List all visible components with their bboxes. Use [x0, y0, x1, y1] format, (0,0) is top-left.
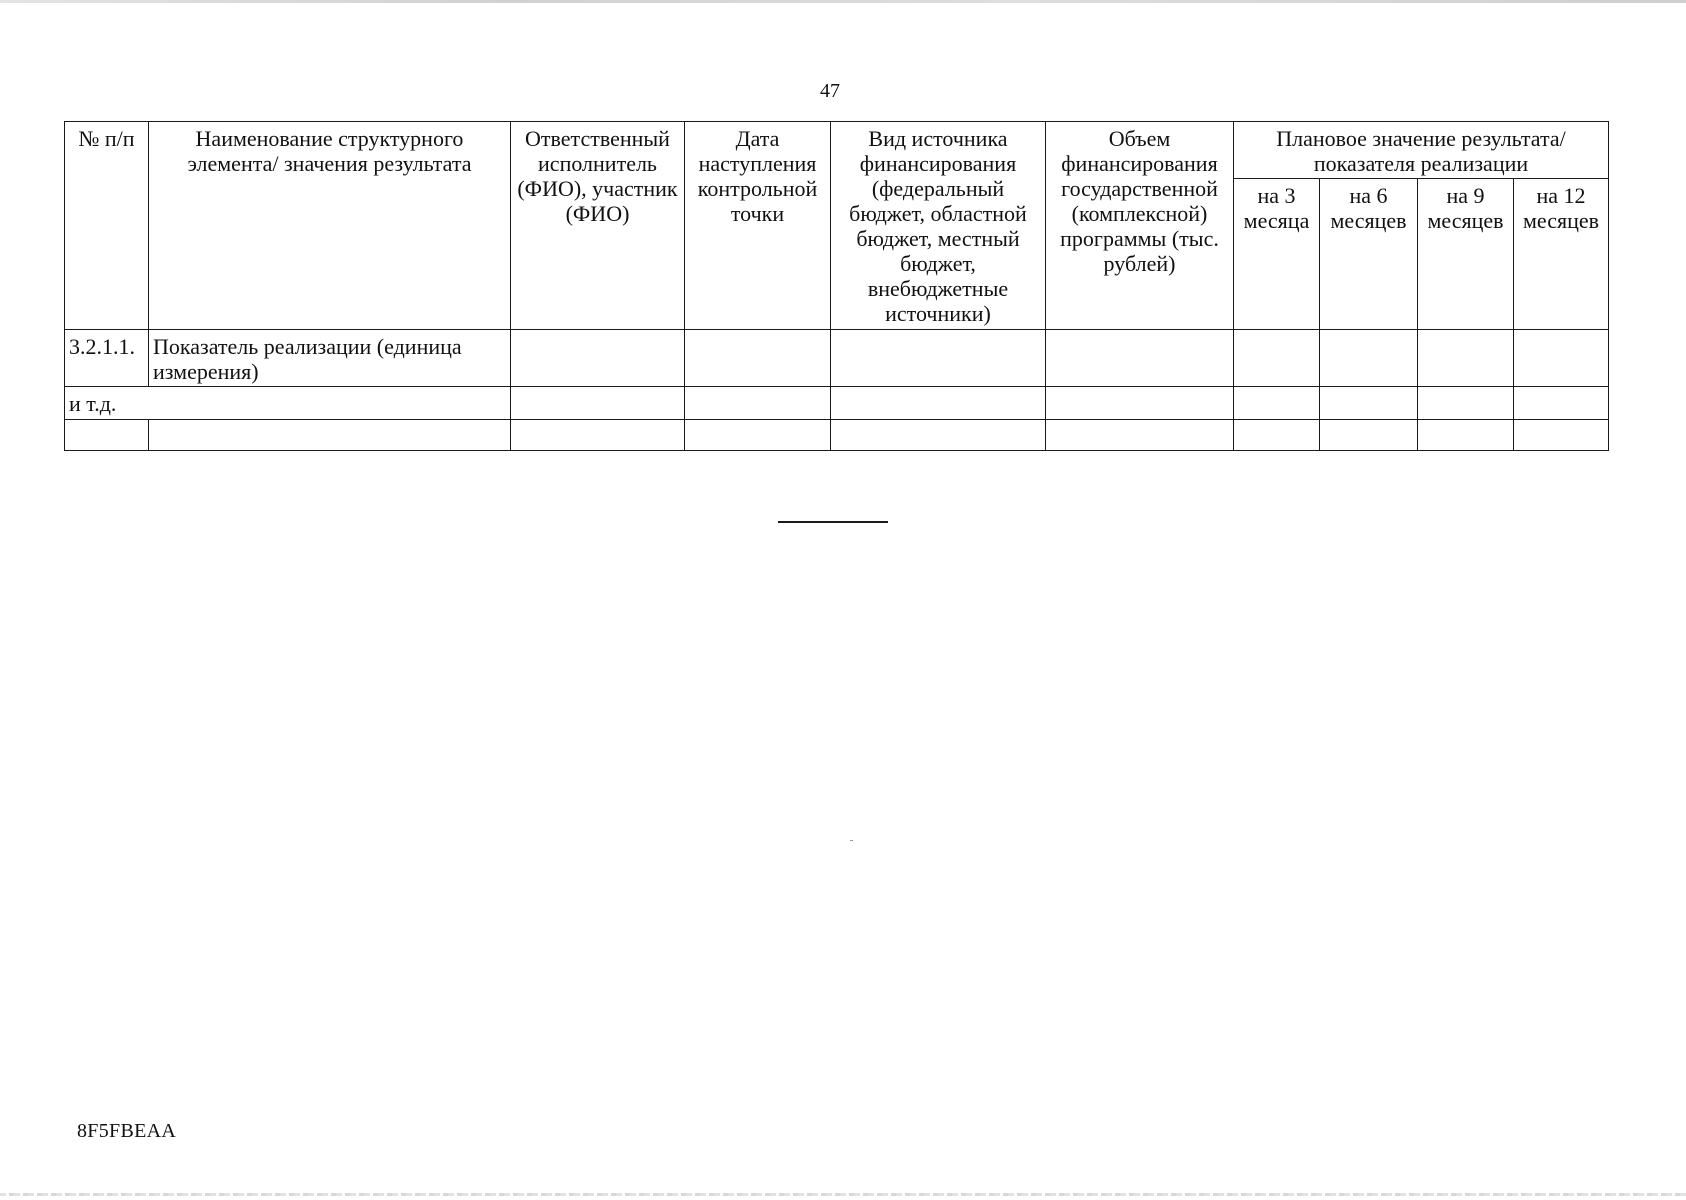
header-responsible: Ответственный исполнитель (ФИО), участник (ФИО): [511, 122, 685, 330]
page-number: 47: [820, 80, 840, 102]
etc-label: и т.д.: [65, 387, 511, 420]
empty-cell: [511, 420, 685, 451]
header-name: Наименование структурного элемента/ значения результата: [149, 122, 511, 330]
row-m9-cell: [1418, 330, 1514, 387]
row-m12-cell: [1514, 330, 1609, 387]
header-num: № п/п: [65, 122, 149, 330]
etc-cell: [1046, 387, 1234, 420]
row-name: Показатель реализации (единица измерения): [149, 330, 511, 387]
header-date: Дата наступления контрольной точки: [685, 122, 831, 330]
etc-cell: [1514, 387, 1609, 420]
etc-cell: [511, 387, 685, 420]
header-12-months: на 12 месяцев: [1514, 179, 1609, 330]
etc-cell: [1234, 387, 1320, 420]
document-code: 8F5FBEAA: [77, 1120, 177, 1142]
header-9-months: на 9 месяцев: [1418, 179, 1514, 330]
header-6-months: на 6 месяцев: [1320, 179, 1418, 330]
scan-speck: [850, 840, 853, 841]
empty-cell: [1418, 420, 1514, 451]
empty-cell: [831, 420, 1046, 451]
row-m3-cell: [1234, 330, 1320, 387]
empty-cell: [1320, 420, 1418, 451]
row-responsible-cell: [511, 330, 685, 387]
row-volume-cell: [1046, 330, 1234, 387]
empty-cell: [1234, 420, 1320, 451]
empty-cell: [1514, 420, 1609, 451]
table-row: [65, 330, 1609, 387]
scan-edge-bottom: [0, 1193, 1686, 1196]
empty-cell: [65, 420, 149, 451]
empty-cell: [149, 420, 511, 451]
row-m6-cell: [1320, 330, 1418, 387]
table-row-empty: [65, 420, 1609, 451]
header-3-months: на 3 месяца: [1234, 179, 1320, 330]
table-header-row: [65, 122, 1609, 179]
row-date-cell: [685, 330, 831, 387]
table-row-etc: [65, 387, 1609, 420]
row-num: 3.2.1.1.: [65, 330, 149, 387]
etc-cell: [1418, 387, 1514, 420]
scan-edge-top: [0, 0, 1686, 3]
row-source-cell: [831, 330, 1046, 387]
etc-cell: [685, 387, 831, 420]
control-points-table: [64, 121, 1609, 451]
empty-cell: [685, 420, 831, 451]
header-volume: Объем финансирования государственной (комплексной) программы (тыс. рублей): [1046, 122, 1234, 330]
header-planned: Плановое значение результата/показателя реализации: [1234, 122, 1609, 179]
empty-cell: [1046, 420, 1234, 451]
separator-line: [778, 521, 888, 523]
etc-cell: [1320, 387, 1418, 420]
header-source: Вид источника финансирования (федеральный бюджет, областной бюджет, местный бюджет, внебюджетные источники): [831, 122, 1046, 330]
etc-cell: [831, 387, 1046, 420]
